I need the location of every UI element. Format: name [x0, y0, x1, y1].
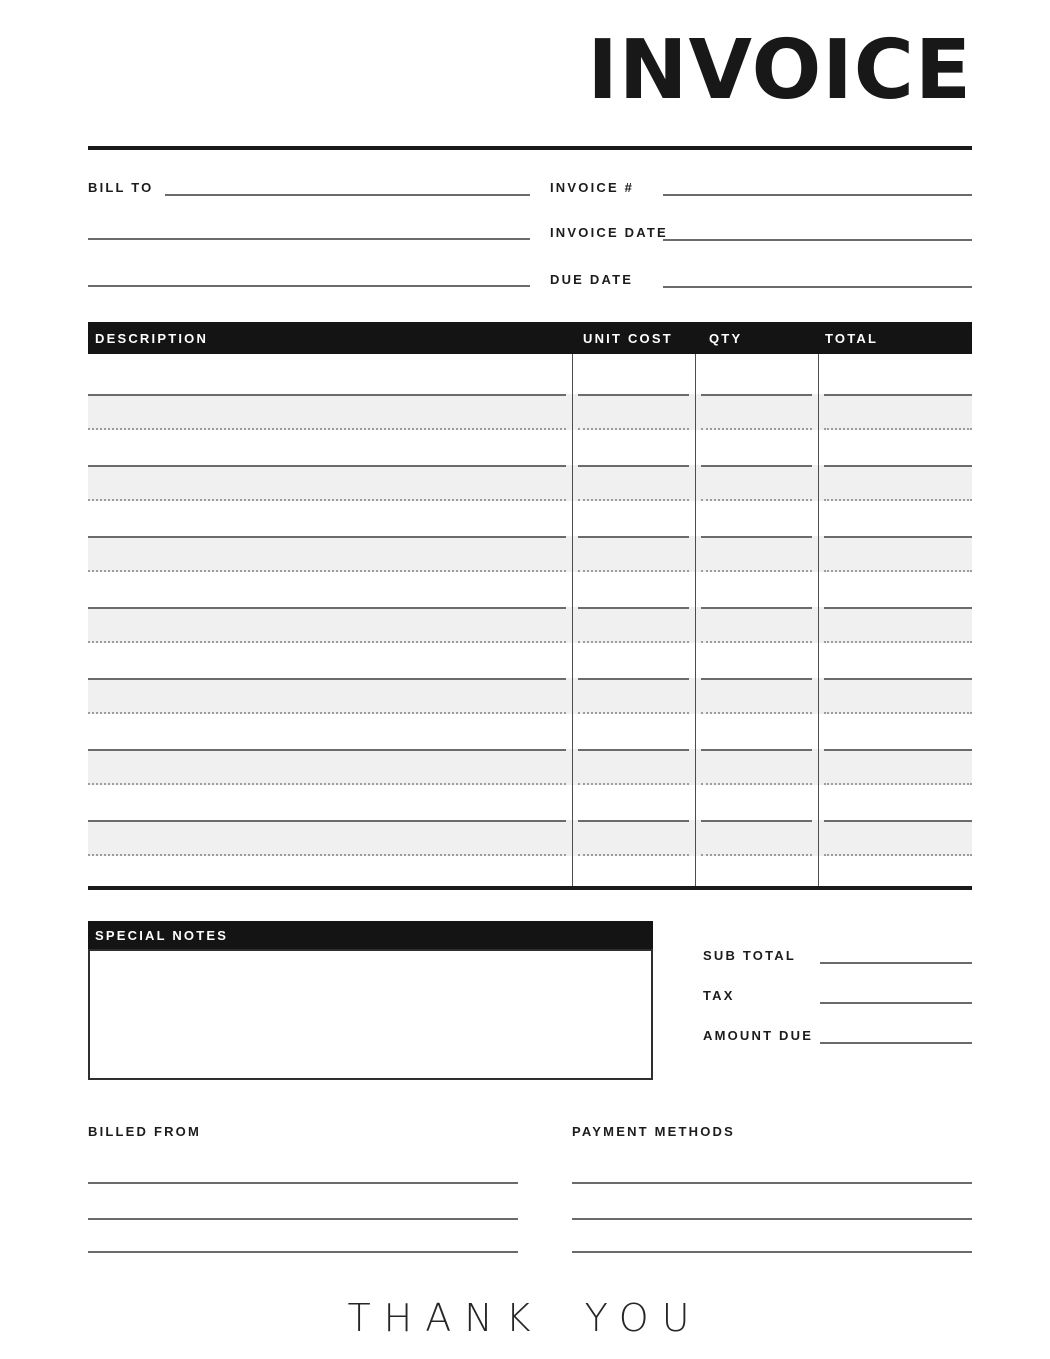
row-cell[interactable]: [578, 465, 689, 501]
bill-to-field: [88, 180, 530, 196]
row-cell[interactable]: [824, 749, 972, 785]
invoice-date-line[interactable]: [663, 226, 972, 241]
row-cell[interactable]: [701, 394, 812, 430]
table-row-stripe[interactable]: [88, 607, 972, 643]
column-header-description: DESCRIPTION: [95, 330, 209, 346]
column-divider: [695, 354, 696, 886]
row-cell[interactable]: [701, 678, 812, 714]
table-row[interactable]: [88, 785, 972, 820]
table-row-stripe[interactable]: [88, 820, 972, 856]
items-table-body: [88, 354, 972, 890]
billed-from-line-2[interactable]: [88, 1218, 518, 1220]
invoice-number-line[interactable]: [663, 181, 972, 196]
bill-to-line-1[interactable]: [165, 181, 530, 196]
table-row[interactable]: [88, 430, 972, 465]
due-date-label: DUE DATE: [550, 272, 634, 287]
sub-total-field: [703, 948, 972, 964]
table-row-stripe[interactable]: [88, 465, 972, 501]
row-cell[interactable]: [88, 749, 566, 785]
tax-field: [703, 988, 972, 1004]
sub-total-label: SUB TOTAL: [703, 948, 796, 963]
due-date-field: [550, 272, 972, 288]
sub-total-line[interactable]: [820, 950, 972, 964]
tax-label: TAX: [703, 988, 735, 1003]
payment-methods-line-3[interactable]: [572, 1251, 972, 1253]
table-row-stripe[interactable]: [88, 678, 972, 714]
items-table-header: [88, 322, 972, 354]
invoice-number-label: INVOICE #: [550, 180, 635, 195]
table-row-stripe[interactable]: [88, 394, 972, 430]
tax-line[interactable]: [820, 990, 972, 1004]
row-cell[interactable]: [701, 536, 812, 572]
row-cell[interactable]: [578, 394, 689, 430]
column-divider: [572, 354, 573, 886]
invoice-number-field: [550, 180, 972, 196]
row-cell[interactable]: [88, 607, 566, 643]
table-row[interactable]: [88, 572, 972, 607]
row-cell[interactable]: [88, 820, 566, 856]
bill-to-line-2[interactable]: [88, 238, 530, 240]
special-notes-label: SPECIAL NOTES: [95, 927, 229, 943]
invoice-date-field: [550, 225, 972, 241]
row-cell[interactable]: [88, 536, 566, 572]
billed-from-label: BILLED FROM: [88, 1124, 202, 1139]
table-row-stripe[interactable]: [88, 749, 972, 785]
payment-methods-label: PAYMENT METHODS: [572, 1124, 736, 1139]
row-cell[interactable]: [824, 820, 972, 856]
bill-to-label: BILL TO: [88, 180, 154, 195]
row-cell[interactable]: [701, 749, 812, 785]
amount-due-line[interactable]: [820, 1030, 972, 1044]
column-header-qty: QTY: [709, 330, 743, 346]
row-cell[interactable]: [578, 678, 689, 714]
page-title: INVOICE: [587, 23, 972, 118]
row-cell[interactable]: [88, 394, 566, 430]
row-cell[interactable]: [88, 678, 566, 714]
due-date-line[interactable]: [663, 273, 972, 288]
payment-methods-line-1[interactable]: [572, 1182, 972, 1184]
billed-from-line-3[interactable]: [88, 1251, 518, 1253]
row-cell[interactable]: [578, 820, 689, 856]
invoice-date-label: INVOICE DATE: [550, 225, 668, 240]
column-header-total: TOTAL: [825, 330, 879, 346]
special-notes-box[interactable]: [88, 949, 653, 1080]
row-cell[interactable]: [701, 820, 812, 856]
special-notes-header: [88, 921, 653, 949]
row-cell[interactable]: [824, 607, 972, 643]
row-cell[interactable]: [824, 536, 972, 572]
row-cell[interactable]: [701, 465, 812, 501]
row-cell[interactable]: [578, 607, 689, 643]
amount-due-field: [703, 1028, 972, 1044]
row-cell[interactable]: [578, 536, 689, 572]
thank-you-text: THANK YOU: [347, 1296, 703, 1340]
row-cell[interactable]: [824, 394, 972, 430]
row-cell[interactable]: [824, 678, 972, 714]
billed-from-line-1[interactable]: [88, 1182, 518, 1184]
bill-to-line-3[interactable]: [88, 285, 530, 287]
row-cell[interactable]: [701, 607, 812, 643]
header-rule: [88, 146, 972, 150]
table-row[interactable]: [88, 354, 972, 394]
row-cell[interactable]: [824, 465, 972, 501]
table-row[interactable]: [88, 501, 972, 536]
row-cell[interactable]: [88, 465, 566, 501]
table-row-stripe[interactable]: [88, 536, 972, 572]
column-header-unit-cost: UNIT COST: [583, 330, 673, 346]
payment-methods-line-2[interactable]: [572, 1218, 972, 1220]
table-row[interactable]: [88, 643, 972, 678]
row-cell[interactable]: [578, 749, 689, 785]
table-row[interactable]: [88, 714, 972, 749]
column-divider: [818, 354, 819, 886]
amount-due-label: AMOUNT DUE: [703, 1028, 814, 1043]
